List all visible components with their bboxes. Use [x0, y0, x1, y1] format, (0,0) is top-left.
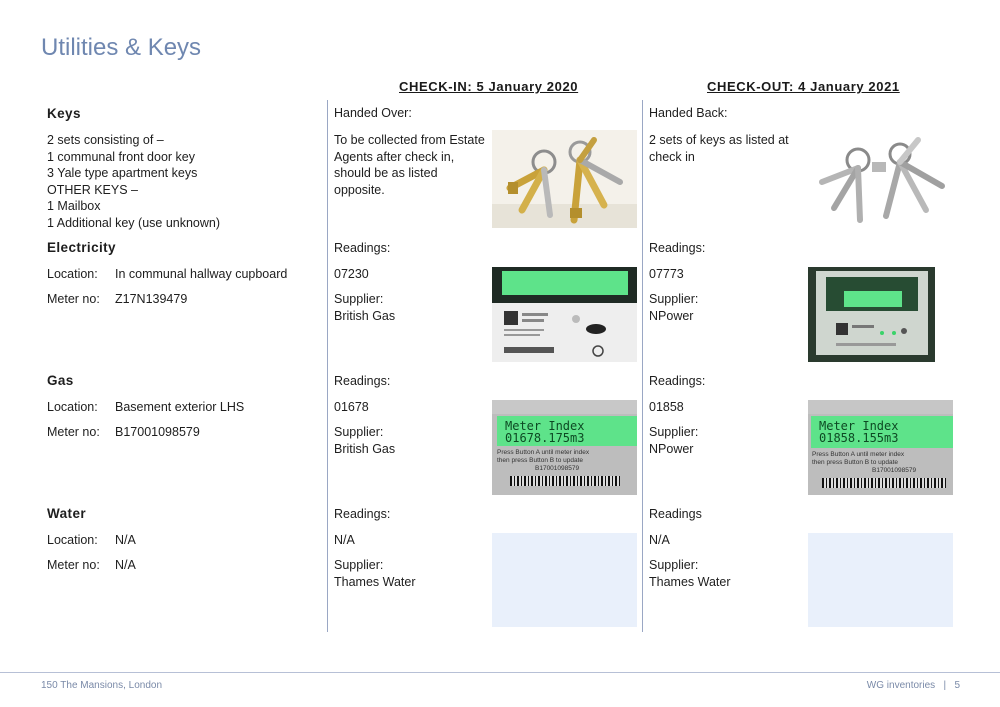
gas-checkout-reading: 01858 [649, 400, 684, 414]
water-heading: Water [47, 506, 87, 521]
checkin-water-photo-placeholder [492, 533, 637, 627]
checkout-gas-display-line1: Meter Index [819, 419, 899, 433]
gas-heading: Gas [47, 373, 74, 388]
checkin-electric-meter-photo [492, 267, 637, 362]
gas-checkout-supplier: Supplier: NPower [649, 425, 699, 456]
column-divider-right [642, 100, 643, 632]
footer-divider [0, 672, 1000, 673]
footer-separator: | [937, 680, 952, 691]
water-checkout-supplier: Supplier: Thames Water [649, 558, 731, 589]
page-title: Utilities & Keys [41, 34, 202, 61]
electricity-location-label: Location: [47, 267, 98, 281]
checkin-gas-display-line2: 01678.175m3 [505, 431, 585, 445]
footer-right [867, 680, 960, 691]
keys-checkin-text: To be collected from Estate Agents after check in, should be as listed opposite. [334, 133, 485, 197]
checkin-header: CHECK-IN: 5 January 2020 [399, 79, 579, 94]
water-checkout-reading: N/A [649, 533, 670, 547]
checkin-gas-display-line1: Meter Index [505, 419, 585, 433]
gas-checkin-reading: 01678 [334, 400, 369, 414]
electricity-checkout-reading: 07773 [649, 267, 684, 281]
footer-address: 150 The Mansions, London [41, 680, 163, 691]
water-checkin-reading: N/A [334, 533, 355, 547]
checkin-gas-panel-line1: Press Button A until meter index [497, 449, 590, 456]
electricity-meter-label: Meter no: [47, 292, 100, 306]
checkout-gas-meter-photo [808, 400, 953, 495]
footer-page-number: 5 [954, 680, 960, 691]
water-meter-label: Meter no: [47, 558, 100, 572]
checkout-gas-barcode [822, 478, 946, 488]
gas-checkout-readings-label: Readings: [649, 374, 706, 388]
checkout-header: CHECK-OUT: 4 January 2021 [707, 79, 900, 94]
footer-company: WG inventories [866, 680, 936, 691]
water-location: N/A [115, 533, 136, 547]
keys-heading: Keys [47, 106, 81, 121]
keys-handed-over-label: Handed Over: [334, 106, 412, 120]
keys-description: 2 sets consisting of – 1 communal front door key 3 Yale type apartment keys OTHER KEYS – 1 Mailbox 1 Additional key (use unknown) [47, 133, 221, 230]
gas-checkin-readings-label: Readings: [334, 374, 391, 388]
electricity-checkin-supplier: Supplier: British Gas [334, 292, 396, 323]
electricity-checkin-reading: 07230 [334, 267, 369, 281]
water-checkout-readings-label: Readings [649, 507, 702, 521]
gas-meter-number: B17001098579 [115, 425, 200, 439]
checkout-gas-panel-serial: B17001098579 [872, 467, 917, 474]
electricity-checkin-readings-label: Readings: [334, 241, 391, 255]
checkin-gas-barcode [510, 476, 620, 486]
electricity-meter-number: Z17N139479 [115, 292, 188, 306]
keys-handed-back-label: Handed Back: [649, 106, 728, 120]
gas-location-label: Location: [47, 400, 98, 414]
checkout-electric-meter-photo [808, 267, 935, 362]
checkin-gas-panel-line2: then press Button B to update [497, 457, 584, 464]
checkin-keys-photo [492, 130, 637, 228]
water-checkin-readings-label: Readings: [334, 507, 391, 521]
checkin-gas-meter-photo [492, 400, 637, 495]
electricity-checkout-supplier: Supplier: NPower [649, 292, 699, 323]
water-meter-number: N/A [115, 558, 136, 572]
electricity-location: In communal hallway cupboard [115, 267, 288, 281]
gas-meter-label: Meter no: [47, 425, 100, 439]
checkout-gas-panel-line2: then press Button B to update [812, 459, 899, 466]
keys-checkout-text: 2 sets of keys as listed at check in [649, 133, 789, 164]
water-location-label: Location: [47, 533, 98, 547]
gas-location: Basement exterior LHS [115, 400, 245, 414]
checkout-water-photo-placeholder [808, 533, 953, 627]
checkout-gas-display-line2: 01858.155m3 [819, 431, 899, 445]
gas-checkin-supplier: Supplier: British Gas [334, 425, 396, 456]
checkin-gas-panel-serial: B17001098579 [535, 465, 580, 472]
water-checkin-supplier: Supplier: Thames Water [334, 558, 416, 589]
electricity-heading: Electricity [47, 240, 116, 255]
electricity-checkout-readings-label: Readings: [649, 241, 706, 255]
column-divider-left [327, 100, 328, 632]
checkout-keys-photo [808, 130, 953, 228]
checkout-gas-panel-line1: Press Button A until meter index [812, 451, 905, 458]
